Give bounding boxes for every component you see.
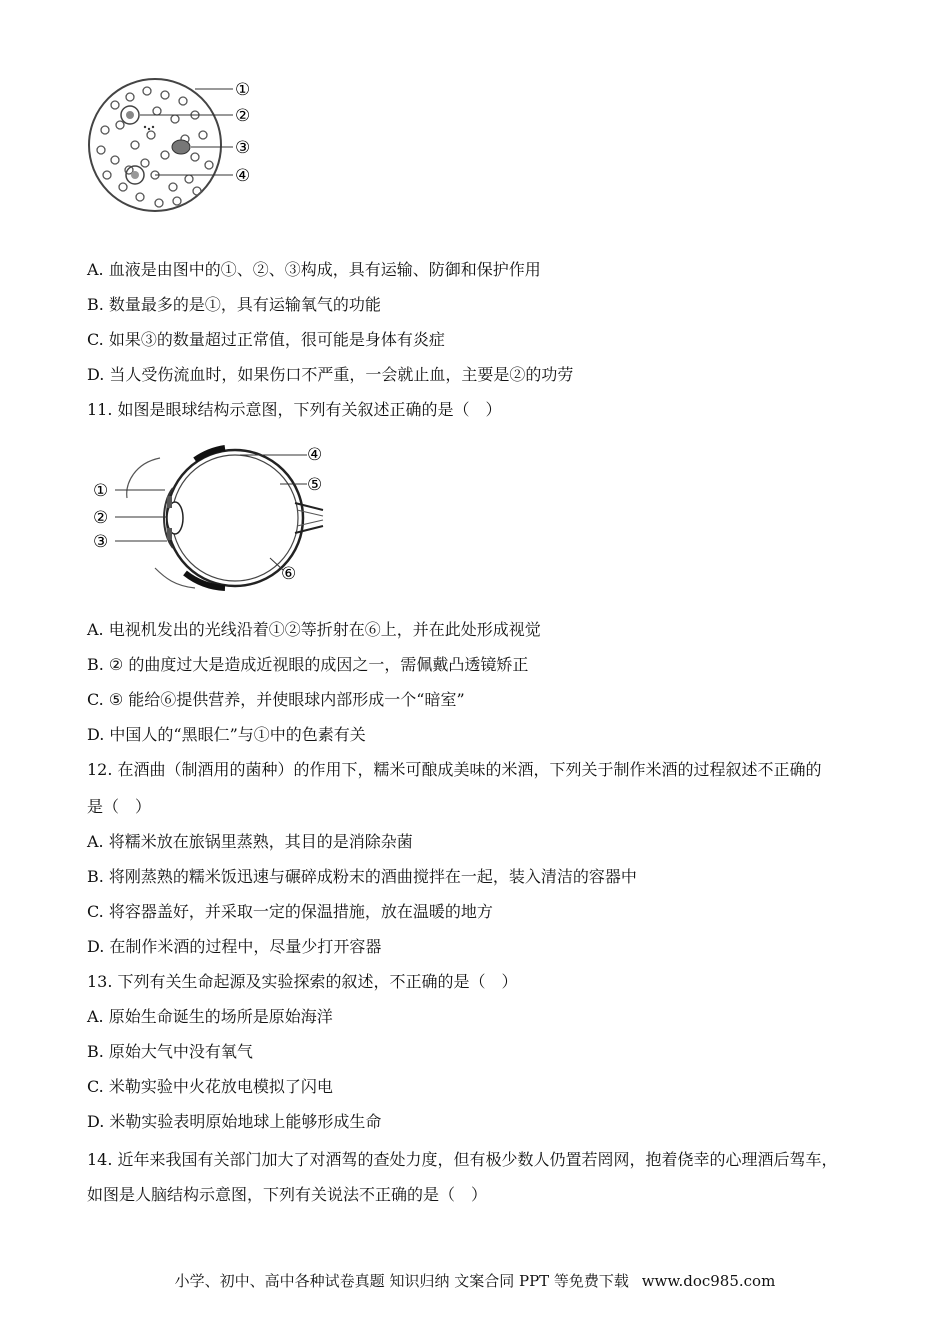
blood-label-1: ① xyxy=(235,80,251,100)
eye-label-1: ① xyxy=(93,481,109,501)
q14-stem-line1: 14. 近年来我国有关部门加大了对酒驾的查处力度，但有极少数人仍置若罔网，抱着侥幸的心理酒后驾车， xyxy=(87,1150,838,1169)
blood-label-3: ③ xyxy=(235,138,251,158)
q11-stem: 11. 如图是眼球结构示意图，下列有关叙述正确的是（ ） xyxy=(87,400,502,419)
q12-stem-line1: 12. 在酒曲（制酒用的菌种）的作用下，糯米可酿成美味的米酒，下列关于制作米酒的过程叙述不正确的 xyxy=(87,760,822,779)
q13-stem: 13. 下列有关生命起源及实验探索的叙述，不正确的是（ ） xyxy=(87,972,518,991)
q11-option-c: C. ⑤ 能给⑥提供营养，并使眼球内部形成一个“暗室” xyxy=(87,690,465,709)
q13-option-c: C. 米勒实验中火花放电模拟了闪电 xyxy=(87,1077,333,1096)
q10-option-c: C. 如果③的数量超过正常值，很可能是身体有炎症 xyxy=(87,330,445,349)
eyeball-figure xyxy=(85,438,335,593)
eye-label-4: ④ xyxy=(307,445,323,465)
q12-option-a: A. 将糯米放在旅锅里蒸熟，其目的是消除杂菌 xyxy=(87,832,413,851)
footer-site[interactable]: www.doc985.com xyxy=(641,1272,776,1290)
q12-option-c: C. 将容器盖好，并采取一定的保温措施，放在温暖的地方 xyxy=(87,902,493,921)
eye-label-5: ⑤ xyxy=(307,475,323,495)
blood-label-2: ② xyxy=(235,106,251,126)
page-footer xyxy=(0,1270,950,1291)
q10-option-b: B. 数量最多的是①，具有运输氧气的功能 xyxy=(87,295,381,314)
q13-option-a: A. 原始生命诞生的场所是原始海洋 xyxy=(87,1007,333,1026)
blood-label-4: ④ xyxy=(235,166,251,186)
eye-label-6: ⑥ xyxy=(281,564,297,584)
q11-option-b: B. ② 的曲度过大是造成近视眼的成因之一，需佩戴凸透镜矫正 xyxy=(87,655,529,674)
eye-label-2: ② xyxy=(93,508,109,528)
q10-option-a: A. 血液是由图中的①、②、③构成，具有运输、防御和保护作用 xyxy=(87,260,541,279)
q12-option-d: D. 在制作米酒的过程中，尽量少打开容器 xyxy=(87,937,382,956)
footer-text: 小学、初中、高中各种试卷真题 知识归纳 文案合同 PPT 等免费下载 xyxy=(174,1272,629,1290)
q13-option-b: B. 原始大气中没有氧气 xyxy=(87,1042,253,1061)
q11-option-d: D. 中国人的“黑眼仁”与①中的色素有关 xyxy=(87,725,366,744)
q10-option-d: D. 当人受伤流血时，如果伤口不严重，一会就止血，主要是②的功劳 xyxy=(87,365,574,384)
q12-stem-line2: 是（ ） xyxy=(87,797,152,816)
eye-label-3: ③ xyxy=(93,532,109,552)
q11-option-a: A. 电视机发出的光线沿着①②等折射在⑥上，并在此处形成视觉 xyxy=(87,620,541,639)
q12-option-b: B. 将刚蒸熟的糯米饭迅速与碾碎成粉末的酒曲搅拌在一起，装入清洁的容器中 xyxy=(87,867,637,886)
blood-smear-figure xyxy=(85,75,275,220)
q13-option-d: D. 米勒实验表明原始地球上能够形成生命 xyxy=(87,1112,382,1131)
q14-stem-line2: 如图是人脑结构示意图，下列有关说法不正确的是（ ） xyxy=(87,1185,488,1204)
